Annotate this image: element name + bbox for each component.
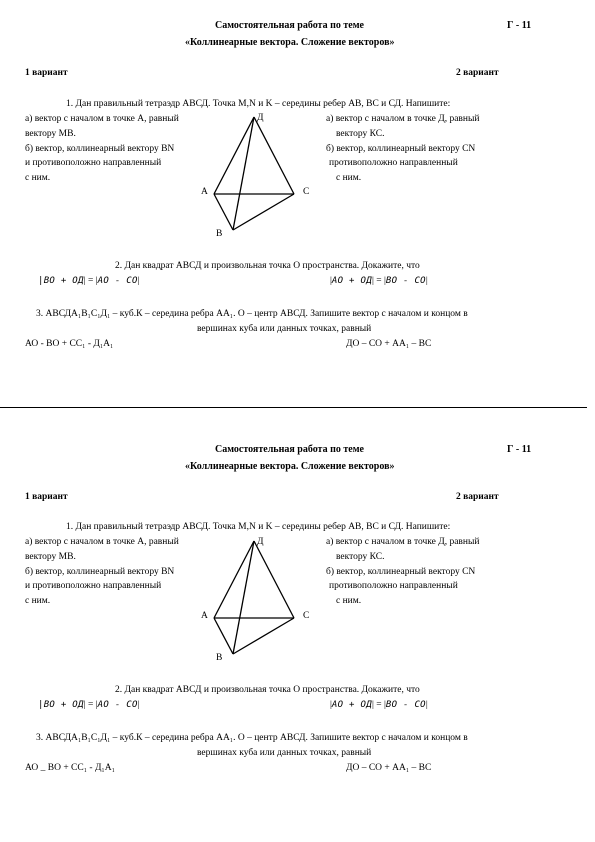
title-line-1: Самостоятельная работа по теме: [215, 20, 364, 31]
task1-v1-b-line2: и противоположно направленный: [25, 581, 162, 591]
task1-v2-b-line1: б) вектор, коллинеарный вектору CN: [326, 144, 476, 154]
worksheet-card-2: [0, 424, 595, 824]
task1-v1-b-line2: и противоположно направленный: [25, 158, 162, 168]
task1-v1-b-line3: с ним.: [25, 596, 51, 606]
task1-v2-b-line2: противоположно направленный: [329, 158, 458, 168]
task2-v1-mid: | = |: [83, 700, 98, 710]
task2-v2-end: |: [425, 276, 428, 286]
task1-v1-b-line3: с ним.: [25, 173, 51, 183]
task3-v1-expression: АО _ ВО + СС₁ - Д₁А₁: [25, 763, 115, 773]
tetrahedron-figure: [200, 534, 320, 664]
task2-v1-end: |: [137, 276, 140, 286]
task3-v2-expression: ДО – СО + АА₁ – ВС: [346, 763, 432, 773]
task1-v2-a-line2: вектору КС.: [336, 552, 385, 562]
task2-v2-equation: |АО + ОД| = |ВО - СО|: [330, 276, 428, 286]
task1-intro: 1. Дан правильный тетраэдр АВСД. Точка М,N и K – середины ребер АВ, ВС и СД. Напишите:: [66, 99, 451, 109]
task1-v2-b-line3: с ним.: [336, 596, 362, 606]
vertex-a-label: А: [201, 187, 208, 197]
task1-v2-b-line3: с ним.: [336, 173, 362, 183]
task3-v1-expression: АО - ВО + СС₁ - Д₁А₁: [25, 339, 114, 349]
variant-1-label: 1 вариант: [25, 68, 68, 78]
task2-v1-equation: [38, 276, 140, 287]
title-line-2: «Коллинеарные вектора. Сложение векторов»: [185, 461, 395, 472]
task2-v2-mid: | = |: [371, 700, 386, 710]
vertex-a-label: А: [201, 611, 208, 621]
task2-v2-left: АО + ОД: [331, 276, 372, 286]
task3-line1: 3. АВСДА₁В₁С₁Д₁ – куб.К – середина ребра АА₁. О – центр АВСД. Запишите вектор с началом и концом в: [36, 309, 468, 319]
task1-v2-b-line2: противоположно направленный: [329, 581, 458, 591]
task2-v1-equation: [38, 700, 140, 711]
task2-v2-right: ВО - СО: [385, 700, 426, 710]
worksheet-card-1: [0, 0, 595, 400]
task1-intro: 1. Дан правильный тетраэдр АВСД. Точка М,N и K – середины ребер АВ, ВС и СД. Напишите:: [66, 522, 451, 532]
vertex-d-label: Д: [257, 537, 264, 547]
task1-v2-a-line1: а) вектор с началом в точке Д, равный: [326, 537, 480, 547]
task2-v2-end: |: [425, 700, 428, 710]
task2-v1-right: АО - СО: [97, 700, 138, 710]
task3-line1: 3. АВСДА₁В₁С₁Д₁ – куб.К – середина ребра АА₁. О – центр АВСД. Запишите вектор с началом и концом в: [36, 733, 468, 743]
task2-v2-left: АО + ОД: [331, 700, 372, 710]
task2-v1-left: |ВО + ОД: [38, 276, 84, 286]
task3-line2: вершинах куба или данных точках, равный: [197, 324, 372, 334]
task2-text: 2. Дан квадрат АВСД и произвольная точка О пространства. Докажите, что: [115, 261, 420, 271]
grade-label: Г - 11: [507, 20, 532, 31]
task1-v1-a-line2: вектору МВ.: [25, 129, 76, 139]
task2-v2-right: ВО - СО: [385, 276, 426, 286]
task1-v2-b-line1: б) вектор, коллинеарный вектору CN: [326, 567, 476, 577]
task3-v2-expression: ДО – СО + АА₁ – ВС: [346, 339, 432, 349]
cut-line-divider: [0, 407, 587, 408]
task1-v1-a-line1: а) вектор с началом в точке А, равный: [25, 537, 179, 547]
variant-2-label: 2 вариант: [456, 68, 499, 78]
tetrahedron-figure: [200, 110, 320, 240]
task2-v1-right: АО - СО: [97, 276, 138, 286]
task2-text: 2. Дан квадрат АВСД и произвольная точка О пространства. Докажите, что: [115, 685, 420, 695]
task2-v1-left: |ВО + ОД: [38, 700, 84, 710]
task1-v2-a-line1: а) вектор с началом в точке Д, равный: [326, 114, 480, 124]
task1-v1-a-line1: а) вектор с началом в точке А, равный: [25, 114, 179, 124]
task3-line2: вершинах куба или данных точках, равный: [197, 748, 372, 758]
task2-v1-mid: | = |: [83, 276, 98, 286]
task2-v2-mid: | = |: [371, 276, 386, 286]
task1-v1-b-line1: б) вектор, коллинеарный вектору ВN: [25, 567, 175, 577]
task1-v1-b-line1: б) вектор, коллинеарный вектору ВN: [25, 144, 175, 154]
vertex-d-label: Д: [257, 113, 264, 123]
variant-1-label: 1 вариант: [25, 492, 68, 502]
vertex-b-label: В: [216, 229, 223, 239]
vertex-c-label: С: [303, 187, 310, 197]
vertex-b-label: В: [216, 653, 223, 663]
task2-v1-end: |: [137, 700, 140, 710]
title-line-2: «Коллинеарные вектора. Сложение векторов»: [185, 37, 395, 48]
task1-v2-a-line2: вектору КС.: [336, 129, 385, 139]
vertex-c-label: С: [303, 611, 310, 621]
title-line-1: Самостоятельная работа по теме: [215, 444, 364, 455]
variant-2-label: 2 вариант: [456, 492, 499, 502]
task2-v2-equation: |АО + ОД| = |ВО - СО|: [330, 700, 428, 710]
grade-label: Г - 11: [507, 444, 532, 455]
task1-v1-a-line2: вектору МВ.: [25, 552, 76, 562]
